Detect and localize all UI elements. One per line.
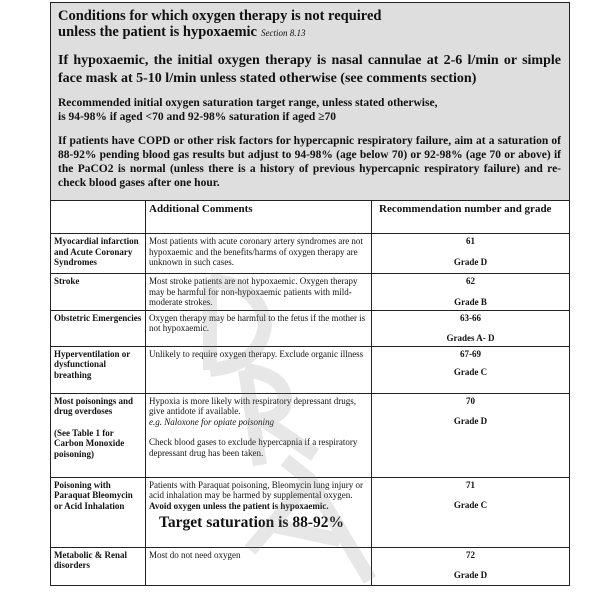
recommendation-number: 63-66 [460,312,481,323]
comment-text: Patients with Paraquat poisoning, Bleomycin lung injury or acid inhalation may be harmed by supplemental oxygen. [149,479,363,500]
grade-label: Grade D [453,570,488,580]
table-row [51,547,569,585]
grade-label: Grade D [453,416,488,426]
comment-cell [146,393,372,477]
comment-cell: Most do not need oxygen [146,547,372,585]
condition-cell: Myocardial infarction and Acute Coronary Syndromes [51,234,146,274]
title-line-2-wrap [58,24,561,41]
table-header-row [51,201,569,234]
recommendation-number: 70 [466,395,475,406]
grade-label: Grade C [453,367,488,377]
col-header-recommendation: Recommendation number and grade [372,201,570,234]
recommendation-cell [372,346,570,393]
condition-note: (See Table 1 for Carbon Monoxide poisoning) [54,427,125,459]
comment-cell: Most stroke patients are not hypoxaemic. Oxygen therapy may be harmful for non-hypoxaemic patients with mild-moderate strokes. [146,274,372,311]
condition-cell: Poisoning with Paraquat Bleomycin or Acid Inhalation [51,477,146,547]
title-line-2: unless the patient is hypoxaemic [58,24,257,40]
condition-cell: Hyperventilation or dysfunctional breathing [51,346,146,393]
comment-cell: Oxygen therapy may be harmful to the fetus if the mother is not hypoxaemic. [146,310,372,346]
grade-label: Grade B [454,296,487,307]
recommendation-cell [372,477,570,547]
col-header-comments: Additional Comments [146,201,372,234]
comment-warning: Avoid oxygen unless the patient is hypoxaemic. [149,500,329,511]
recommendation-cell [372,310,570,346]
recommendation-number: 71 [466,479,475,490]
recommendation-number: 72 [466,549,475,560]
target-saturation: Target saturation is 88-92% [159,514,344,531]
guideline-document [50,2,570,586]
condition-cell: Obstetric Emergencies [51,310,146,346]
recommendation-cell [372,234,570,274]
target-line-2: is 94-98% if aged <70 and 92-98% saturation if aged ≥70 [58,111,337,123]
copd-note: If patients have COPD or other risk factors for hypercapnic respiratory failure, aim at a saturation of 88-92% pending blood gas results but adjust to 94-98% (age below 70) or 92-98% (age 70 or above) if the PaCO2 is normal (unless there is a history of previous hypercapnic respiratory failure) and re-check blood gases after one hour. [58,135,561,189]
col-header-condition [51,201,146,234]
page-title [58,8,561,41]
comment-text: Hypoxia is more likely with respiratory depressant drugs, give antidote if available. [149,395,356,416]
comment-cell [146,477,372,547]
recommendation-cell [372,547,570,585]
recommendation-number: 67-69 [460,348,481,359]
grade-label: Grade D [453,256,488,267]
recommendation-number: 61 [466,236,475,246]
header-panel [51,3,569,201]
table-row [51,477,569,547]
recommendation-number: 62 [466,276,475,286]
grade-label: Grades A- D [446,333,495,343]
recommendation-cell [372,393,570,477]
table-row [51,393,569,477]
table-row [51,274,569,311]
title-line-1: Conditions for which oxygen therapy is not required [58,8,382,24]
section-reference: Section 8.13 [261,28,306,38]
table-row [51,310,569,346]
condition-cell: Metabolic & Renal disorders [51,547,146,585]
comment-cell: Most patients with acute coronary artery syndromes are not hypoxaemic and the benefits/harms of oxygen therapy are unknown in such cases. [146,234,372,274]
table-row [51,234,569,274]
target-line-1: Recommended initial oxygen saturation target range, unless stated otherwise, [58,97,438,109]
grade-label: Grade C [453,500,488,510]
comment-cell: Unlikely to require oxygen therapy. Exclude organic illness [146,346,372,393]
conditions-table [51,201,569,585]
target-range-statement [58,96,561,124]
comment-example: e.g. Naloxone for opiate poisoning [149,416,274,427]
condition-name: Most poisonings and drug overdoses [54,395,134,416]
initial-therapy-statement: If hypoxaemic, the initial oxygen therapy is nasal cannulae at 2-6 l/min or simple face mask at 5-10 l/min unless stated otherwise (see comments section) [58,53,561,86]
condition-cell [51,393,146,477]
recommendation-cell [372,274,570,311]
condition-cell: Stroke [51,274,146,311]
table-row [51,346,569,393]
comment-extra: Check blood gases to exclude hypercapnia if a respiratory depressant drug has been taken. [149,437,358,458]
